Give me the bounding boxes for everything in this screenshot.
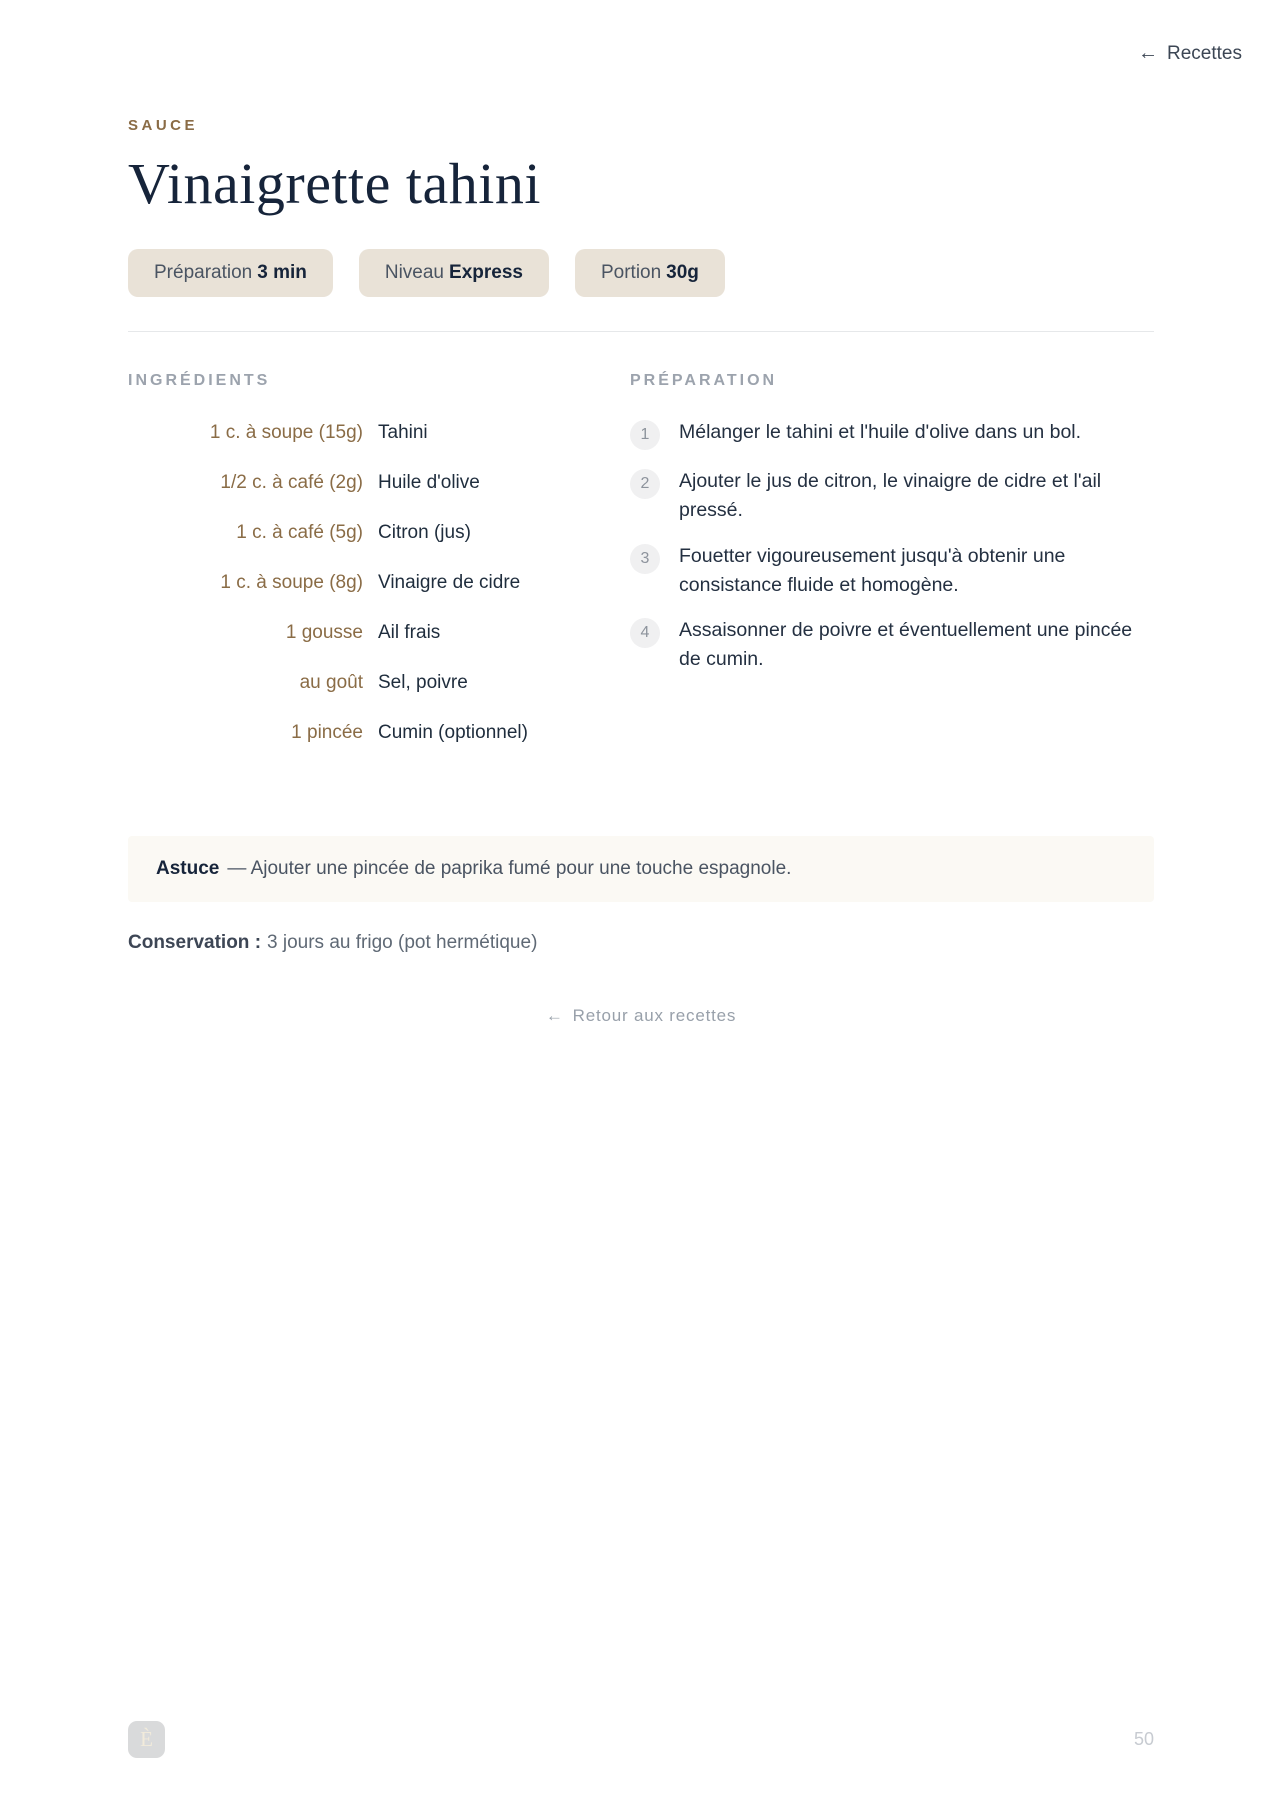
ingredient-row	[128, 572, 588, 594]
preparation-heading: PRÉPARATION	[630, 372, 778, 389]
two-column-layout	[128, 372, 1154, 772]
ingredients-heading: INGRÉDIENTS	[128, 372, 271, 389]
ingredient-name: Huile d'olive	[378, 472, 480, 493]
tip-label: Astuce	[156, 858, 220, 879]
left-arrow-icon: ←	[545, 1006, 564, 1025]
content-column	[128, 117, 1154, 1026]
ingredient-quantity: au goût	[299, 672, 363, 693]
badge-value: Express	[449, 262, 523, 283]
step-text: Mélanger le tahini et l'huile d'olive dans un bol.	[679, 421, 1082, 443]
badge-label: Portion	[600, 262, 662, 283]
conservation-label: Conservation :	[128, 932, 262, 953]
page-number: 50	[1133, 1729, 1154, 1749]
preparation-steps	[630, 418, 1154, 674]
preparation-step	[630, 467, 1154, 525]
return-to-recipes-label: Retour aux recettes	[572, 1006, 737, 1025]
recipe-meta-badges	[128, 249, 1154, 297]
step-number-badge: 1	[630, 420, 660, 450]
ingredient-quantity: 1 c. à soupe (15g)	[209, 422, 363, 443]
return-to-recipes-link[interactable]	[546, 1006, 736, 1026]
tip-callout	[128, 836, 1154, 902]
ingredient-row	[128, 672, 588, 694]
page-title: Vinaigrette tahini	[128, 151, 541, 216]
preparation-step	[630, 542, 1154, 600]
back-to-recipes-link[interactable]	[1138, 42, 1242, 65]
preparation-section	[630, 372, 1154, 772]
ingredient-name: Citron (jus)	[378, 522, 471, 543]
badge-value: 3 min	[257, 262, 307, 283]
ingredient-name: Vinaigre de cidre	[378, 572, 521, 593]
top-bar	[0, 0, 1282, 65]
badge-label: Préparation	[154, 262, 253, 283]
preparation-step	[630, 616, 1154, 674]
back-to-recipes-label: Recettes	[1167, 42, 1242, 64]
ingredients-section	[128, 372, 588, 772]
meta-badge	[359, 249, 549, 297]
conservation-text: 3 jours au frigo (pot hermétique)	[267, 932, 538, 953]
badge-value: 30g	[666, 262, 699, 283]
return-link-row	[128, 1006, 1154, 1026]
meta-badge	[128, 249, 333, 297]
left-arrow-icon: ←	[1138, 42, 1159, 64]
ingredient-name: Ail frais	[378, 622, 441, 643]
ingredient-row	[128, 422, 588, 444]
meta-badge	[575, 249, 725, 297]
preparation-step	[630, 418, 1154, 450]
ingredients-list	[128, 422, 588, 744]
ingredient-quantity: 1/2 c. à café (2g)	[220, 472, 363, 493]
step-text: Assaisonner de poivre et éventuellement une pincée de cumin.	[679, 619, 1133, 671]
badge-label: Niveau	[384, 262, 445, 283]
ingredient-row	[128, 722, 588, 744]
step-number-badge: 3	[630, 544, 660, 574]
ingredient-name: Sel, poivre	[378, 672, 468, 693]
ingredient-row	[128, 522, 588, 544]
step-number-badge: 4	[630, 618, 660, 648]
brand-logo: È	[128, 1721, 165, 1758]
step-number-badge: 2	[630, 469, 660, 499]
ingredient-quantity: 1 c. à soupe (8g)	[220, 572, 363, 593]
section-divider	[128, 331, 1154, 332]
recipe-category-label: SAUCE	[128, 117, 199, 134]
page-footer	[128, 1721, 1154, 1758]
ingredient-quantity: 1 pincée	[291, 722, 363, 743]
ingredient-row	[128, 622, 588, 644]
ingredient-name: Tahini	[378, 422, 428, 443]
ingredient-quantity: 1 c. à café (5g)	[236, 522, 363, 543]
ingredient-quantity: 1 gousse	[285, 622, 363, 643]
step-text: Ajouter le jus de citron, le vinaigre de cidre et l'ail pressé.	[679, 470, 1102, 521]
conservation-note	[128, 932, 1154, 954]
ingredient-row	[128, 472, 588, 494]
step-text: Fouetter vigoureusement jusqu'à obtenir une consistance fluide et homogène.	[679, 544, 1066, 596]
tip-text: — Ajouter une pincée de paprika fumé pour une touche espagnole.	[227, 858, 792, 879]
ingredient-name: Cumin (optionnel)	[378, 722, 528, 743]
